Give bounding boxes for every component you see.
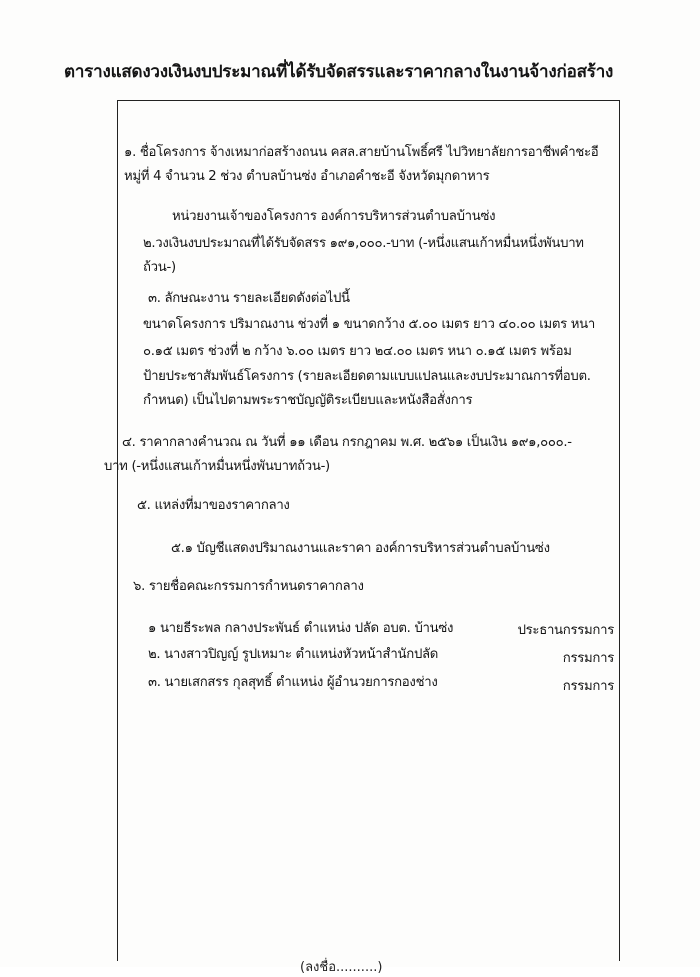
budget-line1: ๒.วงเงินงบประมาณที่ได้รับจัดสรร ๑๙๑,๐๐๐.-บาท (-หนึ่งแสนเก้าหมื่นหนึ่งพันบาท: [143, 236, 584, 251]
source-item: ๕.๑ บัญชีแสดงปริมาณงานและราคา องค์การบริหารส่วนตำบลบ้านซ่ง: [171, 541, 550, 556]
source-heading: ๕. แหล่งที่มาของราคากลาง: [137, 498, 290, 513]
content-frame: [117, 100, 620, 961]
work-line2: ๐.๑๕ เมตร ช่วงที่ ๒ กว้าง ๖.๐๐ เมตร ยาว ๒๔.๐๐ เมตร หนา ๐.๑๕ เมตร พร้อม: [143, 344, 572, 359]
work-line1: ขนาดโครงการ ปริมาณงาน ช่วงที่ ๑ ขนาดกว้าง ๕.๐๐ เมตร ยาว ๔๐.๐๐ เมตร หนา: [143, 317, 595, 332]
committee-heading: ๖. รายชื่อคณะกรรมการกำหนดราคากลาง: [133, 579, 364, 594]
footer-signature-fragment: (ลงชื่อ..........): [300, 960, 383, 975]
committee-member-role: กรรมการ: [562, 679, 614, 694]
project-name-line2: หมู่ที่ 4 จำนวน 2 ช่วง ตำบลบ้านซ่ง อำเภอคำชะอี จังหวัดมุกดาหาร: [124, 169, 490, 184]
committee-member-name: ๒. นางสาวปิญญ์ รูปเหมาะ ตำแหน่งหัวหน้าสำนักปลัด: [148, 647, 439, 662]
committee-member-role: ประธานกรรมการ: [517, 623, 614, 638]
committee-member-name: ๓. นายเสกสรร กุลสุทธิ์ ตำแหน่ง ผู้อำนวยการกองช่าง: [148, 675, 438, 690]
committee-member-name: ๑ นายธีระพล กลางประพันธ์ ตำแหน่ง ปลัด อบต. บ้านซ่ง: [148, 621, 454, 636]
document-title: ตารางแสดงวงเงินงบประมาณที่ได้รับจัดสรรและราคากลางในงานจ้างก่อสร้าง: [64, 62, 614, 82]
median-price-line1: ๔. ราคากลางคำนวณ ณ วันที่ ๑๑ เดือน กรกฎาคม พ.ศ. ๒๕๖๑ เป็นเงิน ๑๙๑,๐๐๐.-: [122, 435, 572, 450]
work-line3: ป้ายประชาสัมพันธ์โครงการ (รายละเอียดตามแบบแปลนและงบประมาณการที่อบต.: [143, 369, 591, 384]
work-line4: กำหนด) เป็นไปตามพระราชบัญญัติระเบียบและหนังสือสั่งการ: [143, 393, 473, 408]
committee-member-role: กรรมการ: [562, 651, 614, 666]
work-heading: ๓. ลักษณะงาน รายละเอียดดังต่อไปนี้: [148, 291, 350, 306]
budget-line2: ถ้วน-): [143, 260, 176, 275]
project-owner: หน่วยงานเจ้าของโครงการ องค์การบริหารส่วนตำบลบ้านซ่ง: [172, 209, 496, 224]
median-price-line2: บาท (-หนึ่งแสนเก้าหมื่นหนึ่งพันบาทถ้วน-): [104, 459, 330, 474]
project-name-line1: ๑. ชื่อโครงการ จ้างเหมาก่อสร้างถนน คสล.สายบ้านโพธิ์ศรี ไปวิทยาลัยการอาชีพคำชะอี: [124, 145, 599, 160]
